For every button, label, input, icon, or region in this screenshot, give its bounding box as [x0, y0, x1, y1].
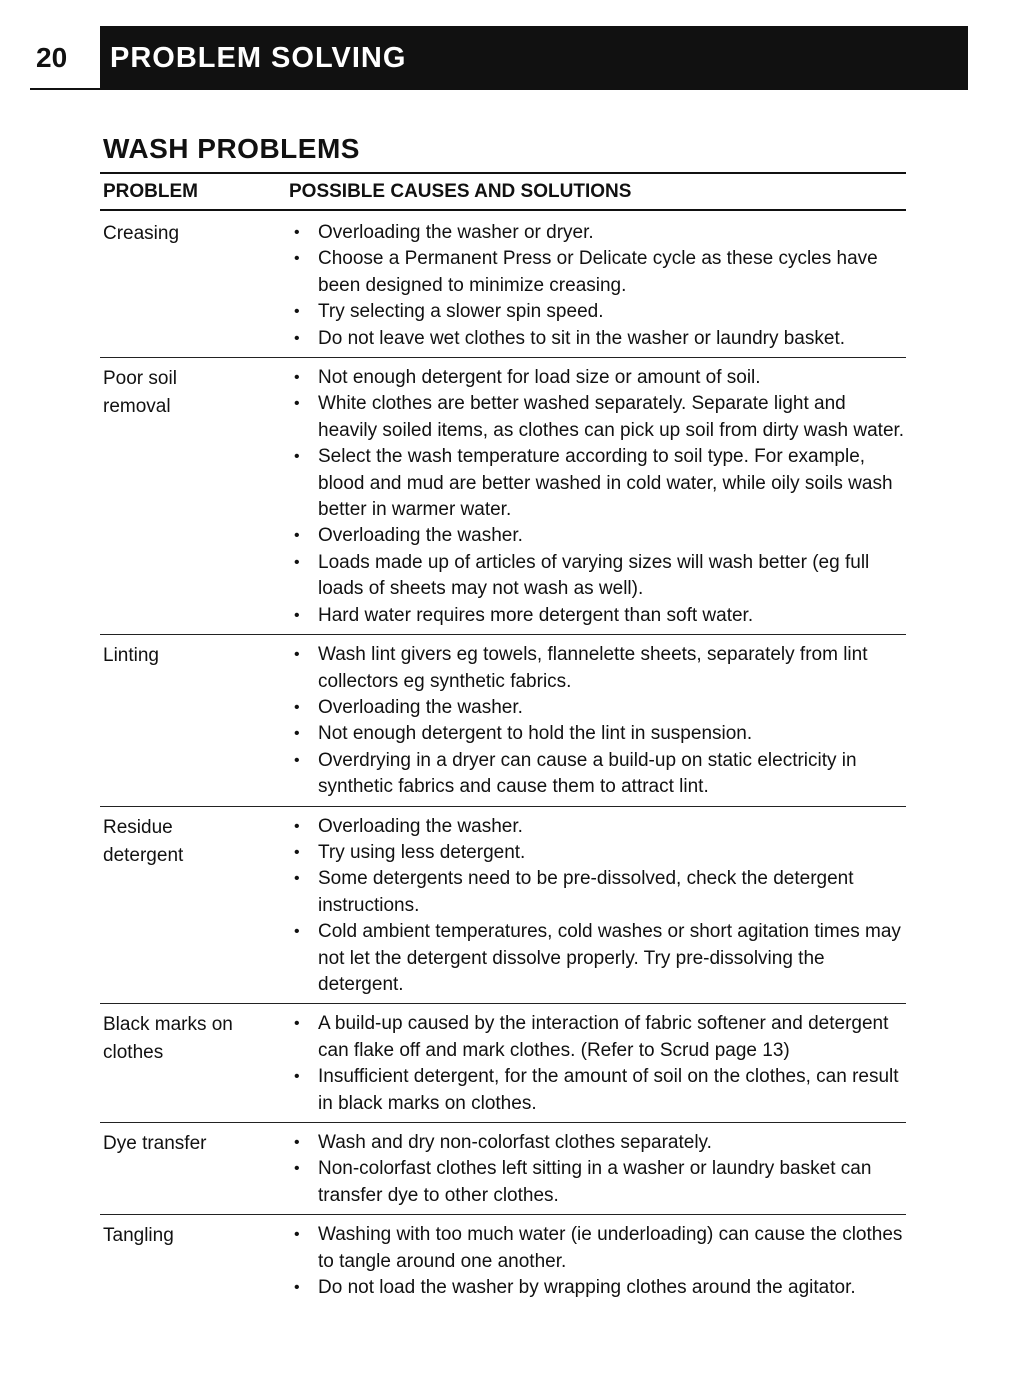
- cause-text: Choose a Permanent Press or Delicate cycle as these cycles have been designed to minimize creasing.: [318, 248, 878, 296]
- bullet-icon: •: [294, 606, 300, 624]
- cause-item: [286, 1222, 906, 1275]
- cause-text: Not enough detergent to hold the lint in suspension.: [318, 723, 753, 745]
- table-row: [100, 358, 906, 635]
- bullet-icon: •: [294, 817, 300, 835]
- divider: [100, 172, 906, 174]
- cause-item: [286, 444, 906, 523]
- cause-text: Try selecting a slower spin speed.: [318, 301, 604, 323]
- cause-text: Try using less detergent.: [318, 841, 526, 863]
- bullet-icon: •: [294, 1015, 300, 1033]
- cause-item: [286, 220, 906, 246]
- problem-label: Tangling: [103, 1225, 174, 1247]
- cause-item: [286, 523, 906, 549]
- bullet-icon: •: [294, 329, 300, 347]
- cause-text: Washing with too much water (ie underloading) can cause the clothes to tangle around one another.: [318, 1224, 903, 1272]
- cause-text: A build-up caused by the interaction of fabric softener and detergent can flake off and mark clothes. (Refer to Scrud page 13): [318, 1013, 889, 1061]
- cause-item: [286, 748, 906, 801]
- cause-item: [286, 1275, 906, 1301]
- problem-label: detergent: [103, 844, 184, 866]
- page-header: [30, 26, 968, 90]
- cause-item: [286, 246, 906, 299]
- problem-label: Linting: [103, 645, 159, 667]
- problem-label: Black marks on: [103, 1014, 233, 1036]
- problem-cell: [100, 642, 286, 800]
- cause-item: [286, 919, 906, 998]
- problem-cell: [100, 1011, 286, 1117]
- cause-text: White clothes are better washed separately. Separate light and heavily soiled items, as clothes can pick up soil from dirty wash water.: [318, 393, 905, 441]
- bullet-icon: •: [294, 303, 300, 321]
- cause-text: Not enough detergent for load size or amount of soil.: [318, 367, 761, 389]
- bullet-icon: •: [294, 646, 300, 664]
- bullet-icon: •: [294, 224, 300, 241]
- cause-text: Overloading the washer or dryer.: [318, 222, 594, 243]
- bullet-icon: •: [294, 1226, 300, 1244]
- cause-item: [286, 814, 906, 840]
- problem-cell: [100, 1222, 286, 1301]
- causes-cell: [286, 814, 906, 999]
- causes-cell: [286, 1130, 906, 1209]
- table-row: [100, 635, 906, 806]
- bullet-icon: •: [294, 1134, 300, 1151]
- column-header-problem: PROBLEM: [103, 181, 198, 202]
- causes-cell: [286, 1011, 906, 1117]
- cause-text: Overdrying in a dryer can cause a build-up on static electricity in synthetic fabrics and cause them to attract lint.: [318, 749, 857, 798]
- bullet-icon: •: [294, 369, 300, 387]
- cause-item: [286, 1011, 906, 1064]
- problem-label: Creasing: [103, 223, 180, 244]
- problem-table: [100, 213, 906, 1306]
- column-header-causes: POSSIBLE CAUSES AND SOLUTIONS: [289, 181, 632, 202]
- cause-item: [286, 1156, 906, 1209]
- bullet-icon: •: [294, 1068, 300, 1086]
- table-row: [100, 807, 906, 1005]
- cause-text: Wash and dry non-colorfast clothes separately.: [318, 1132, 712, 1153]
- cause-item: [286, 550, 906, 603]
- bullet-icon: •: [294, 923, 300, 941]
- problem-cell: [100, 365, 286, 629]
- problem-label: Poor soil: [103, 368, 177, 390]
- bullet-icon: •: [294, 698, 300, 716]
- page-number: 20: [36, 42, 68, 73]
- bullet-icon: •: [294, 250, 300, 268]
- cause-item: [286, 1130, 906, 1156]
- cause-text: Cold ambient temperatures, cold washes or short agitation times may not let the detergent dissolve properly. Try pre-dissolving the detergent.: [318, 921, 901, 995]
- bullet-icon: •: [294, 1160, 300, 1178]
- header-title: PROBLEM SOLVING: [110, 42, 407, 74]
- cause-text: Some detergents need to be pre-dissolved, check the detergent instructions.: [318, 868, 854, 916]
- cause-text: Insufficient detergent, for the amount of soil on the clothes, can result in black marks on clothes.: [318, 1066, 899, 1114]
- table-row: [100, 213, 906, 358]
- causes-cell: [286, 365, 906, 629]
- problem-cell: [100, 814, 286, 999]
- cause-text: Loads made up of articles of varying sizes will wash better (eg full loads of sheets may not wash as well).: [318, 551, 870, 600]
- header-bar: [100, 26, 968, 90]
- bullet-icon: •: [294, 1279, 300, 1297]
- cause-text: Overloading the washer.: [318, 696, 523, 718]
- problem-label: removal: [103, 396, 171, 418]
- cause-text: Do not leave wet clothes to sit in the washer or laundry basket.: [318, 327, 845, 349]
- cause-item: [286, 603, 906, 629]
- bullet-icon: •: [294, 843, 300, 861]
- table-row: [100, 1004, 906, 1123]
- bullet-icon: •: [294, 870, 300, 888]
- table-row: [100, 1123, 906, 1215]
- cause-item: [286, 365, 906, 391]
- bullet-icon: •: [294, 448, 300, 466]
- table-row: [100, 1215, 906, 1306]
- cause-item: [286, 642, 906, 695]
- bullet-icon: •: [294, 527, 300, 545]
- cause-text: Overloading the washer.: [318, 525, 523, 547]
- cause-item: [286, 866, 906, 919]
- cause-item: [286, 391, 906, 444]
- divider: [100, 209, 906, 211]
- bullet-icon: •: [294, 751, 300, 769]
- cause-item: [286, 326, 906, 352]
- problem-label: Dye transfer: [103, 1133, 207, 1154]
- cause-text: Overloading the washer.: [318, 815, 523, 837]
- table-header: [103, 178, 903, 206]
- cause-item: [286, 1064, 906, 1117]
- cause-item: [286, 721, 906, 747]
- cause-item: [286, 840, 906, 866]
- problem-cell: [100, 1130, 286, 1209]
- bullet-icon: •: [294, 395, 300, 413]
- header-rule: [30, 88, 968, 90]
- problem-cell: [100, 220, 286, 352]
- problem-label: Residue: [103, 816, 173, 838]
- bullet-icon: •: [294, 553, 300, 571]
- causes-cell: [286, 642, 906, 800]
- cause-text: Hard water requires more detergent than soft water.: [318, 604, 754, 626]
- cause-text: Select the wash temperature according to soil type. For example, blood and mud are better washed in cold water, while oily soils wash better in warmer water.: [318, 446, 893, 521]
- bullet-icon: •: [294, 725, 300, 743]
- problem-label: clothes: [103, 1042, 164, 1064]
- causes-cell: [286, 1222, 906, 1301]
- cause-text: Non-colorfast clothes left sitting in a washer or laundry basket can transfer dye to other clothes.: [318, 1158, 872, 1206]
- causes-cell: [286, 220, 906, 352]
- cause-item: [286, 299, 906, 325]
- cause-text: Do not load the washer by wrapping clothes around the agitator.: [318, 1277, 856, 1299]
- section-title: WASH PROBLEMS: [103, 133, 360, 164]
- cause-item: [286, 695, 906, 721]
- cause-text: Wash lint givers eg towels, flannelette sheets, separately from lint collectors eg synthetic fabrics.: [318, 644, 868, 692]
